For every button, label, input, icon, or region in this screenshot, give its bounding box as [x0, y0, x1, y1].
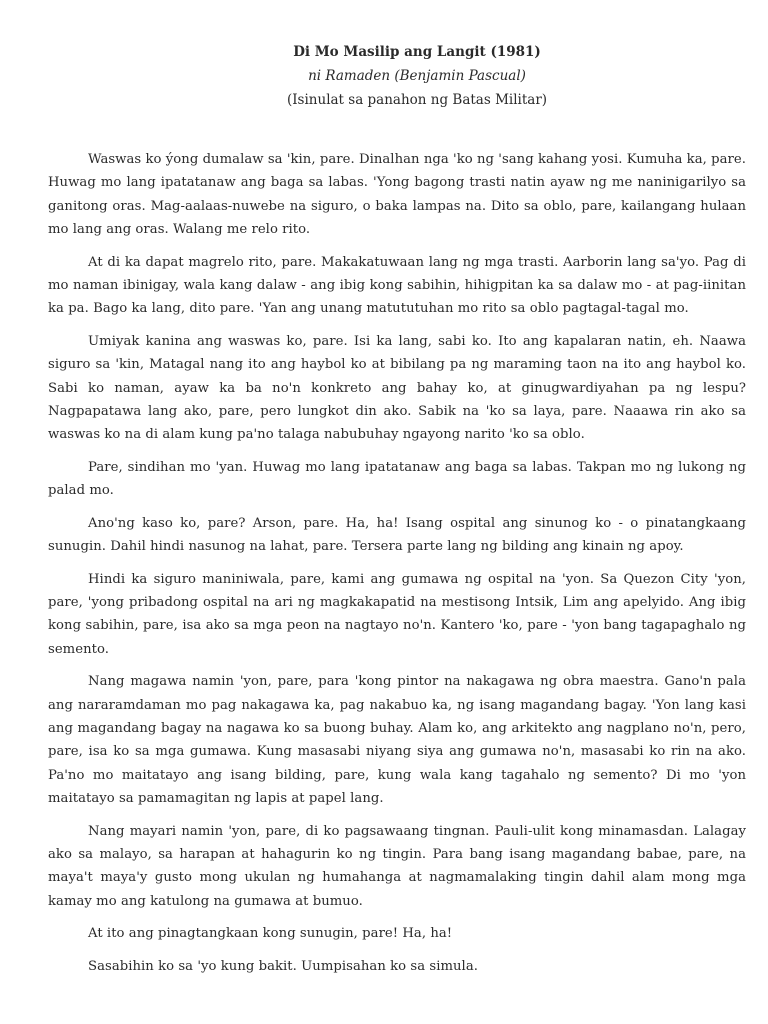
paragraph: Waswas ko ýong dumalaw sa 'kin, pare. Dinalhan nga 'ko ng 'sang kahang yosi. Kumuha ka, pare. Huwag mo lang ipatatanaw ang baga sa labas. 'Yong bagong trasti natin ayaw ng me naninigarilyo sa ganitong oras. Mag-aalaas-nuwebe na siguro, o baka lampas na. Dito sa oblo, pare, kailangang hulaan mo lang ang oras. Walang me relo rito. — [48, 152, 746, 238]
paragraph: Hindi ka siguro maniniwala, pare, kami ang gumawa ng ospital na 'yon. Sa Quezon City 'yon, pare, 'yong pribadong ospital na ari ng magkakapatid na mestisong Intsik, Lim ang apelyido. Ang ibig kong sabihin, pare, isa ako sa mga peon na nagtayo no'n. Kantero 'ko, pare - 'yon bang tagapaghalo ng semento. — [48, 571, 746, 657]
document-subtitle: (Isinulat sa panahon ng Batas Militar) — [286, 92, 548, 108]
paragraph: Sasabihin ko sa 'yo kung bakit. Uumpisahan ko sa simula. — [88, 958, 478, 974]
paragraph: At ito ang pinagtangkaan kong sunugin, pare! Ha, ha! — [88, 926, 453, 942]
paragraph: Nang mayari namin 'yon, pare, di ko pagsawaang tingnan. Pauli-ulit kong minamasdan. Lalagay ako sa malayo, sa harapan at hahagurin ko ng tingin. Para bang isang magandang babae, pare, na maya't maya'y gusto mong ukulan ng humahanga at nagmamalaking tingin dahil alam mong mga kamay mo ang katulong na gumawa at bumuo. — [48, 823, 746, 909]
paragraph: At di ka dapat magrelo rito, pare. Makakatuwaan lang ng mga trasti. Aarborin lang sa'yo. Pag di mo naman ibinigay, wala kang dalaw - ang ibig kong sabihin, hihigpitan ka sa dalaw mo - at pag-iinitan ka pa. Bago ka lang, dito pare. 'Yan ang unang matututuhan mo rito sa oblo pagtagal-tagal mo. — [48, 254, 746, 317]
document-page — [48, 40, 746, 987]
paragraph: Nang magawa namin 'yon, pare, para 'kong pintor na nakagawa ng obra maestra. Gano'n pala ang nararamdaman mo pag nakagawa ka, pag nakabuo ka, ng isang magandang bagay. 'Yon lang kasi ang magandang bagay na nagawa ko sa buong buhay. Alam ko, ang arkitekto ang nagplano no'n, pero, pare, isa ko sa mga gumawa. Kung masasabi niyang siya ang gumawa no'n, masasabi ko rin na ako. Pa'no mo maitatayo ang isang bilding, pare, kung wala kang tagahalo ng semento? Di mo 'yon maitatayo sa pamamagitan ng lapis at papel lang. — [48, 674, 746, 807]
document-title: Di Mo Masilip ang Langit (1981) — [293, 44, 541, 60]
document-header — [88, 40, 746, 112]
document-body — [48, 148, 746, 978]
document-author: ni Ramaden (Benjamin Pascual) — [308, 68, 526, 84]
paragraph: Umiyak kanina ang waswas ko, pare. Isi ka lang, sabi ko. Ito ang kapalaran natin, eh. Naawa siguro sa 'kin, Matagal nang ito ang haybol ko at bibilang pa ng maraming taon na ito ang haybol ko. Sabi ko naman, ayaw ka ba no'n konkreto ang bahay ko, at ginugwardiyahan pa ng lespu? Nagpapatawa lang ako, pare, pero lungkot din ako. Sabik na 'ko sa laya, pare. Naaawa rin ako sa waswas ko na di alam kung pa'no talaga nabubuhay ngayong narito 'ko sa oblo. — [48, 333, 746, 443]
paragraph: Pare, sindihan mo 'yan. Huwag mo lang ipatatanaw ang baga sa labas. Takpan mo ng lukong ng palad mo. — [48, 459, 746, 499]
paragraph: Ano'ng kaso ko, pare? Arson, pare. Ha, ha! Isang ospital ang sinunog ko - o pinatangkaang sunugin. Dahil hindi nasunog na lahat, pare. Tersera parte lang ng bilding ang kinain ng apoy. — [48, 515, 746, 555]
